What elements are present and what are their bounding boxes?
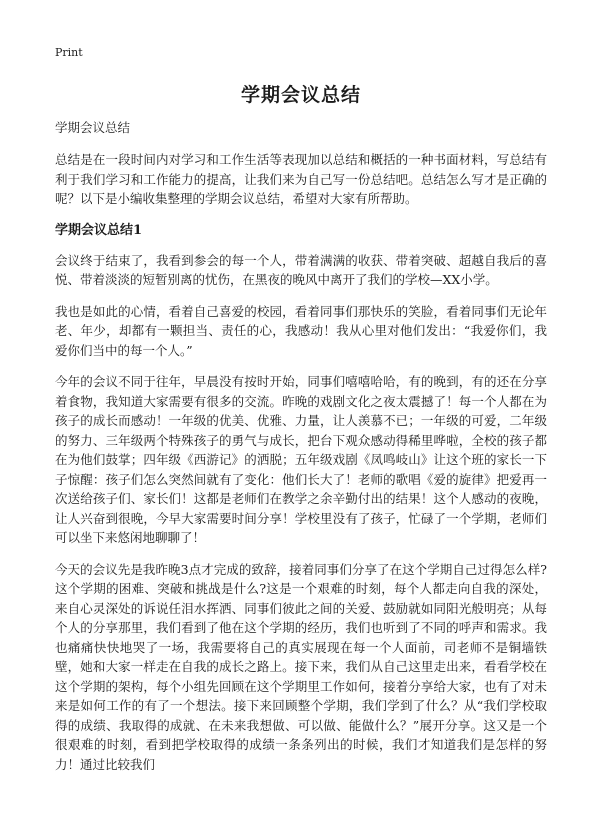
body-paragraph-3: 今年的会议不同于往年，早晨没有按时开始，同事们嘻嘻哈哈，有的晚到，有的还在分享着食物，我知道大家需要有很多的交流。昨晚的戏剧文化之夜太震撼了！每一个人都在为孩子的成长而感动！一年级的优美、优雅、力量，让人羡慕不已；一年级的可爱，二年级的努力、三年级两个特殊孩子的勇气与成长，把台下观众感动得稀里哗啦，全校的孩子都在为他们鼓掌；四年级《西游记》的洒脱；五年级戏剧《凤鸣岐山》让这个班的家长一下子惊醒：孩子们怎么突然间就有了变化：他们长大了！老师的歌唱《爱的旋律》把爱再一次送给孩子们、家长们！这都是老师们在教学之余辛勤付出的结果！这个人感动的夜晚，让人兴奋到很晚，今早大家需要时间分享！学校里没有了孩子，忙碌了一个学期，老师们可以坐下来悠闲地聊聊了！	[55, 374, 547, 545]
document-subtitle: 学期会议总结	[55, 120, 131, 135]
page-title: 学期会议总结	[240, 84, 361, 106]
section-heading: 学期会议总结1	[55, 222, 143, 238]
print-link[interactable]: Print	[55, 46, 83, 59]
body-paragraph-4: 今天的会议先是我昨晚3点才完成的致辞，接着同事们分享了在这个学期自己过得怎么样?这个学期的困难、突破和挑战是什么?这是一个艰难的时刻，每个人都走向自我的深处，来自心灵深处的诉说任泪水挥洒、同事们彼此之间的关爱、鼓励就如同阳光般明亮；从每个人的分享那里，我们看到了他在这个学期的经历，我们也听到了不同的呼声和需求。我也痛痛快快地哭了一场，我需要将自己的真实展现在每一个人面前，司老师不是铜墙铁壁，她和大家一样走在自我的成长之路上。接下来，我们从自己这里走出来，看看学校在这个学期的架构，每个小组先回顾在这个学期里工作如何，接着分享给大家，也有了对未来是如何工作的有了一个想法。接下来回顾整个学期，我们学到了什么？从“我们学校取得的成绩、我取得的成就、在未来我想做、可以做、能做什么？”展开分享。这又是一个很艰难的时刻，看到把学校取得的成绩一条条列出的时候，我们才知道我们是怎样的努力！通过比较我们	[55, 561, 547, 772]
document-body	[55, 118, 547, 786]
body-paragraph-2: 我也是如此的心情，看着自己喜爱的校园，看着同事们那快乐的笑脸，看着同事们无论年老、年少，却都有一颗担当、责任的心，我感动！我从心里对他们发出：“我爱你们，我爱你们当中的每一个人。”	[55, 303, 547, 358]
intro-paragraph: 总结是在一段时间内对学习和工作生活等表现加以总结和概括的一种书面材料，写总结有利于我们学习和工作能力的提高，让我们来为自己写一份总结吧。总结怎么写才是正确的呢？以下是小编收集整理的学期会议总结，希望对大家有所帮助。	[55, 152, 547, 206]
body-paragraph-1: 会议终于结束了，我看到参会的每一个人，带着满满的收获、带着突破、超越自我后的喜悦、带着淡淡的短暂别离的忧伤，在黑夜的晚风中离开了我们的学校—XX小学。	[55, 252, 547, 287]
